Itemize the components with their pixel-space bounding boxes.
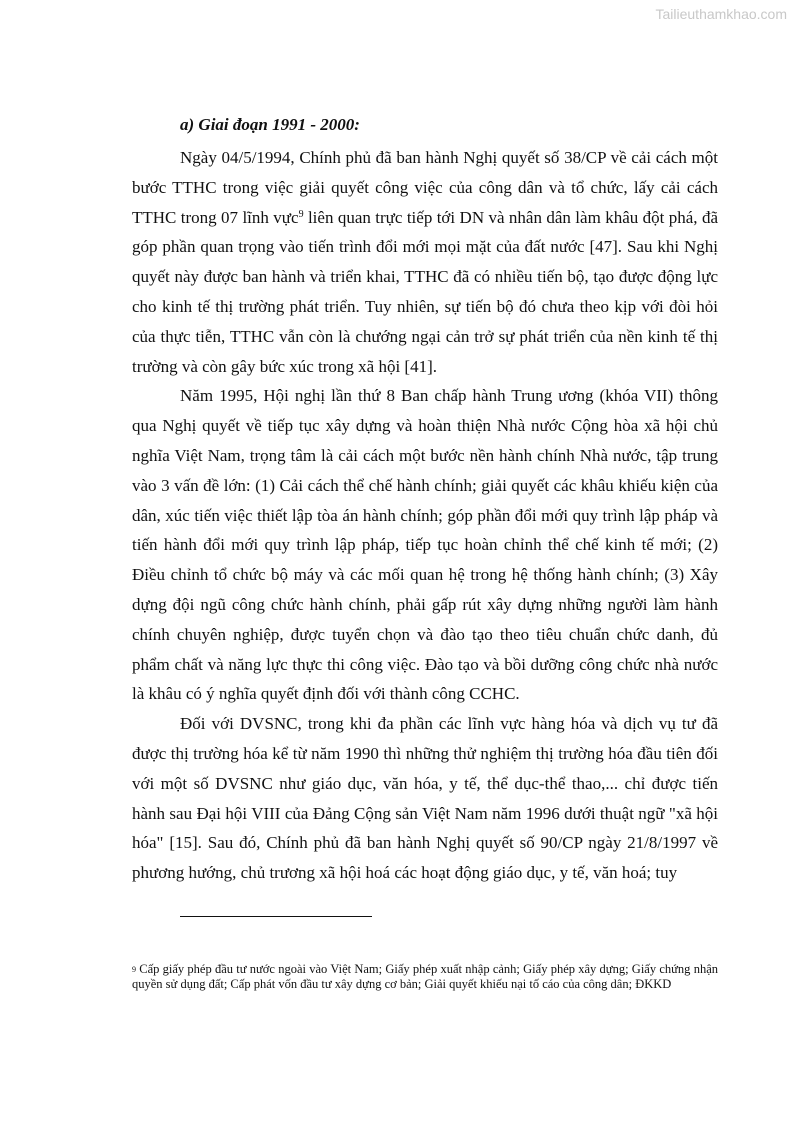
page-body (132, 113, 718, 888)
footnote-number: 9 (132, 965, 136, 974)
watermark: Tailieuthamkhao.com (655, 6, 787, 22)
paragraph-1-text-b: liên quan trực tiếp tới DN và nhân dân làm khâu đột phá, đã góp phần quan trọng vào tiến trình đổi mới mọi mặt của đất nước [47]. Sau khi Nghị quyết này được ban hành và triển khai, TTHC đã có nhiều tiến bộ, tạo được động lực cho kinh tế thị trường phát triển. Tuy nhiên, sự tiến bộ đó chưa theo kịp với đòi hỏi của thực tiễn, TTHC vẫn còn là chướng ngại cản trở sự phát triển của nền kinh tế thị trường và còn gây bức xúc trong xã hội [41]. (132, 207, 718, 376)
paragraph-3: Đối với DVSNC, trong khi đa phần các lĩnh vực hàng hóa và dịch vụ tư đã được thị trường hóa kể từ năm 1990 thì những thử nghiệm thị trường hóa đầu tiên đối với một số DVSNC như giáo dục, văn hóa, y tế, thể dục-thể thao,... chỉ được tiến hành sau Đại hội VIII của Đảng Cộng sản Việt Nam năm 1996 dưới thuật ngữ "xã hội hóa" [15]. Sau đó, Chính phủ đã ban hành Nghị quyết số 90/CP ngày 21/8/1997 về phương hướng, chủ trương xã hội hoá các hoạt động giáo dục, y tế, văn hoá; tuy (132, 714, 718, 883)
paragraph-1-text-a: Ngày 04/5/1994, Chính phủ đã ban hành Nghị quyết số 38/CP về cải cách một bước TTHC trong việc giải quyết công việc của công dân và tổ chức, lấy cải cách TTHC trong 07 lĩnh vực (132, 148, 718, 227)
footnote-reference[interactable]: 9 (298, 208, 304, 220)
paragraph-1 (132, 143, 718, 381)
footnote-text: Cấp giấy phép đầu tư nước ngoài vào Việt Nam; Giấy phép xuất nhập cảnh; Giấy phép xây dựng; Giấy chứng nhận quyền sử dụng đất; Cấp phát vốn đầu tư xây dựng cơ bản; Giải quyết khiếu nại tố cáo của công dân; ĐKKD (132, 962, 718, 991)
section-heading: a) Giai đoạn 1991 - 2000: (180, 115, 360, 134)
footnote-separator (180, 916, 372, 917)
footnote (132, 962, 718, 992)
paragraph-2: Năm 1995, Hội nghị lần thứ 8 Ban chấp hành Trung ương (khóa VII) thông qua Nghị quyết về tiếp tục xây dựng và hoàn thiện Nhà nước Cộng hòa xã hội chủ nghĩa Việt Nam, trọng tâm là cải cách một bước nền hành chính Nhà nước, tập trung vào 3 vấn đề lớn: (1) Cải cách thể chế hành chính; giải quyết các khâu khiếu kiện của dân, xúc tiến việc thiết lập tòa án hành chính; góp phần đổi mới quy trình lập pháp và tiến hành đổi mới quy trình lập pháp, tiếp tục hoàn chỉnh thể chế kinh tế mới; (2) Điều chỉnh tổ chức bộ máy và các mối quan hệ trong hệ thống hành chính; (3) Xây dựng đội ngũ công chức hành chính, phải gấp rút xây dựng những người làm hành chính chuyên nghiệp, được tuyển chọn và đào tạo theo tiêu chuẩn chức danh, đủ phẩm chất và năng lực thực thi công việc. Đào tạo và bồi dưỡng công chức nhà nước là khâu có ý nghĩa quyết định đối với thành công CCHC. (132, 386, 718, 704)
